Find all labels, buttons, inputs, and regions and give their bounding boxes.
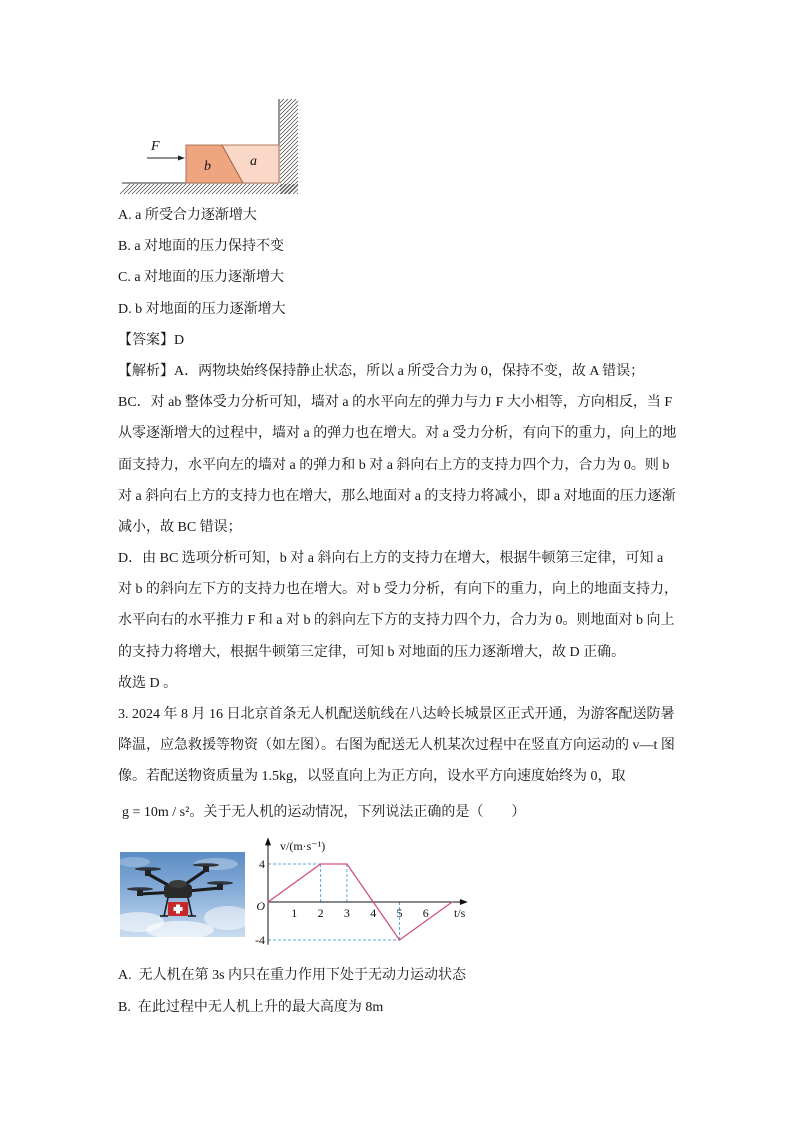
analysis-line: 水平向右的水平推力 F 和 a 对 b 的斜向左下方的支持力四个力，合力为 0。则地面对 b 向上 — [118, 613, 675, 629]
q3-given-line: g = 10m / s²。关于无人机的运动情况，下列说法正确的是（ ） — [122, 805, 526, 820]
origin-label: O — [256, 899, 265, 913]
y-axis-label: v/(m·s⁻¹) — [280, 839, 326, 853]
force-label: F — [151, 139, 160, 154]
velocity-point — [346, 863, 347, 864]
x-tick-label: 5 — [396, 906, 403, 920]
x-tick-label: 1 — [291, 906, 298, 920]
x-tick-label: 6 — [422, 906, 429, 920]
conclusion-line: 故选 D 。 — [118, 675, 178, 691]
ground-hatching — [120, 184, 298, 194]
q3-stem-line: 像。若配送物资质量为 1.5kg，以竖直向上为正方向，设水平方向速度始终为 0，取 — [118, 769, 626, 785]
x-tick-label: 2 — [317, 906, 324, 920]
force-arrowhead — [178, 156, 185, 161]
blocks-diagram — [118, 95, 303, 200]
y-tick-label: -4 — [255, 933, 265, 947]
q2-option-a: A. a 所受合力逐渐增大 — [118, 208, 257, 223]
analysis-line: 从零逐渐增大的过程中，墙对 a 的弹力也在增大。对 a 受力分析，有向下的重力，向上的地 — [118, 426, 677, 442]
x-axis-arrow — [460, 899, 468, 905]
analysis-line: 对 b 的斜向左下方的支持力也在增大。对 b 受力分析，有向下的重力，向上的地面支持力， — [118, 582, 678, 598]
velocity-point — [320, 863, 321, 864]
analysis-line: 面支持力，水平向左的墙对 a 的弹力和 b 对 a 斜向右上方的支持力四个力，合力为 0。则 b — [118, 457, 670, 473]
drone-photo — [120, 852, 245, 937]
analysis-line: BC．对 ab 整体受力分析可知，墙对 a 的水平向左的弹力与力 F 大小相等，方向相反，当 F — [118, 395, 673, 411]
answer-line: 【答案】D — [118, 332, 185, 348]
analysis-line: 减小，故 BC 错误； — [118, 519, 242, 535]
velocity-point — [267, 901, 268, 902]
x-tick-label: 3 — [343, 906, 350, 920]
q2-option-c: C. a 对地面的压力逐渐增大 — [118, 270, 285, 286]
question-3-options — [118, 960, 466, 1024]
wall-hatching — [280, 99, 298, 194]
x-tick-label: 4 — [370, 906, 377, 920]
velocity-point — [452, 901, 453, 902]
q3-option-b: B. 在此过程中无人机上升的最大高度为 8m — [118, 999, 384, 1015]
analysis-line: 的支持力将增大，根据牛顿第三定律，可知 b 对地面的压力逐渐增大，故 D 正确。 — [118, 644, 626, 660]
q2-option-d: D. b 对地面的压力逐渐增大 — [118, 301, 286, 317]
block-b-label: b — [204, 159, 211, 174]
x-axis-label: t/s — [454, 906, 466, 920]
analysis-line: 对 a 斜向右上方的支持力也在增大，那么地面对 a 的支持力将减小，即 a 对地面的压力逐渐 — [118, 488, 676, 504]
q3-stem-line: 降温，应急救援等物资（如左图）。右图为配送无人机某次过程中在竖直方向运动的 v—t 图 — [118, 738, 675, 754]
question-2-text — [118, 200, 678, 793]
q3-stem-line: 3. 2024 年 8 月 16 日北京首条无人机配送航线在八达岭长城景区正式开通，为游客配送防暑 — [118, 707, 675, 722]
y-tick-label: 4 — [259, 857, 265, 871]
vt-graph — [250, 835, 480, 953]
velocity-point — [399, 939, 400, 940]
analysis-line: D．由 BC 选项分析可知，b 对 a 斜向右上方的支持力在增大，根据牛顿第三定律，可知 a — [118, 551, 664, 567]
q2-option-b: B. a 对地面的压力保持不变 — [118, 239, 285, 255]
q3-option-a: A. 无人机在第 3s 内只在重力作用下处于无动力运动状态 — [118, 968, 467, 983]
analysis-line: 【解析】A．两物块始终保持静止状态，所以 a 所受合力为 0，保持不变，故 A 错误； — [118, 363, 645, 379]
drone-illustration — [120, 852, 245, 937]
y-axis-arrow — [265, 837, 271, 845]
block-a-label: a — [250, 154, 257, 169]
